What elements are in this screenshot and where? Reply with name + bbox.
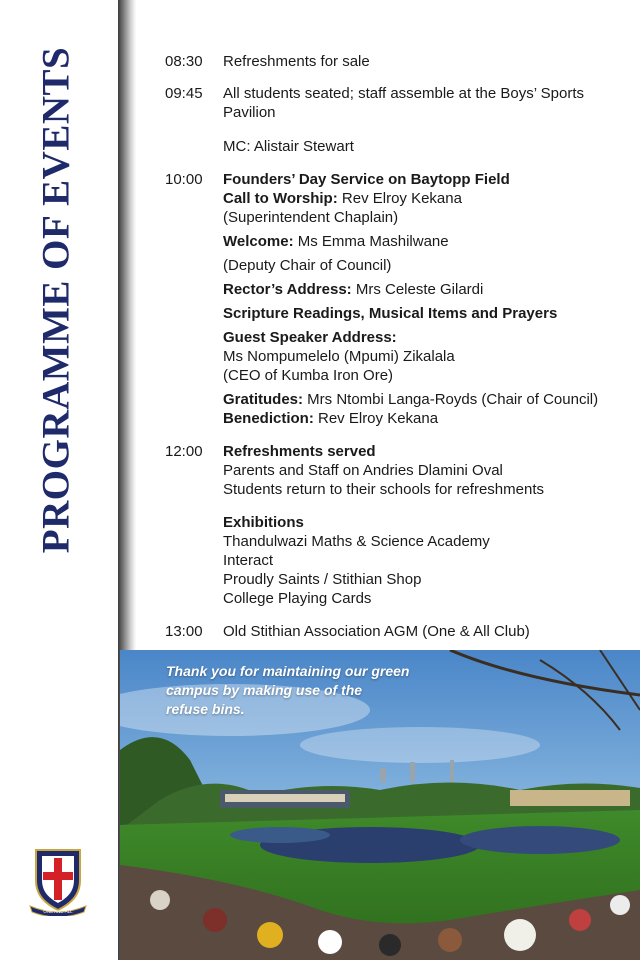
event-photo (120, 650, 640, 960)
assembly-line-2: Pavilion (223, 104, 276, 121)
guest-speaker-name: Ms Nompumelelo (Mpumi) Zikalala (223, 348, 455, 365)
call-to-worship-label: Call to Worship: (223, 190, 338, 207)
refreshments-served-title: Refreshments served (223, 443, 376, 460)
time-0945: 09:45 (165, 85, 203, 102)
time-1200: 12:00 (165, 443, 203, 460)
benediction-value: Rev Elroy Kekana (313, 410, 439, 427)
assembly-line-1: All students seated; staff assemble at the Boys’ Sports (223, 85, 585, 102)
schedule-row-1000 (165, 170, 635, 428)
exhibition-item: College Playing Cards (223, 590, 372, 607)
scripture-readings: Scripture Readings, Musical Items and Prayers (223, 305, 558, 322)
schedule (165, 52, 635, 641)
schedule-row-0830 (165, 52, 635, 71)
osa-agm: Old Stithian Association AGM (One & All Club) (223, 623, 530, 640)
welcome-sub: (Deputy Chair of Council) (223, 257, 392, 274)
time-1000: 10:00 (165, 171, 203, 188)
mc-line: MC: Alistair Stewart (223, 138, 354, 155)
photo-caption-line: Thank you for maintaining our green (166, 663, 410, 679)
call-to-worship-value: Rev Elroy Kekana (337, 190, 462, 207)
refreshments-line-2: Students return to their schools for refreshments (223, 481, 544, 498)
guest-speaker-sub: (CEO of Kumba Iron Ore) (223, 367, 394, 384)
schedule-row-0945 (165, 84, 635, 156)
school-crest-icon (28, 846, 88, 916)
welcome-value: Ms Emma Mashilwane (293, 233, 449, 250)
time-1300: 13:00 (165, 623, 203, 640)
refreshments-for-sale: Refreshments for sale (223, 53, 370, 70)
page-title: PROGRAMME OF EVENTS (34, 46, 78, 554)
schedule-row-1200 (165, 442, 635, 608)
call-to-worship-sub: (Superintendent Chaplain) (223, 209, 399, 226)
time-0830: 08:30 (165, 53, 203, 70)
photo-caption-line: campus by making use of the (166, 682, 363, 698)
sidebar-banner (0, 0, 120, 960)
refreshments-line-1: Parents and Staff on Andries Dlamini Oval (223, 462, 503, 479)
exhibition-item: Proudly Saints / Stithian Shop (223, 571, 422, 588)
guest-speaker-label: Guest Speaker Address: (223, 329, 397, 346)
gratitudes-value: Mrs Ntombi Langa-Royds (Chair of Council) (303, 391, 599, 408)
exhibition-item: Interact (223, 552, 274, 569)
gratitudes-label: Gratitudes: (223, 391, 304, 408)
photo-caption (166, 662, 466, 719)
exhibition-item: Thandulwazi Maths & Science Academy (223, 533, 490, 550)
rector-label: Rector’s Address: (223, 281, 352, 298)
welcome-label: Welcome: (223, 233, 294, 250)
benediction-label: Benediction: (223, 410, 314, 427)
schedule-row-1300 (165, 622, 635, 641)
service-title: Founders’ Day Service on Baytopp Field (223, 171, 510, 188)
exhibitions-title: Exhibitions (223, 514, 304, 531)
photo-caption-line: refuse bins. (166, 701, 245, 717)
crest-motto: ONE AND ALL (43, 909, 73, 914)
rector-value: Mrs Celeste Gilardi (351, 281, 484, 298)
